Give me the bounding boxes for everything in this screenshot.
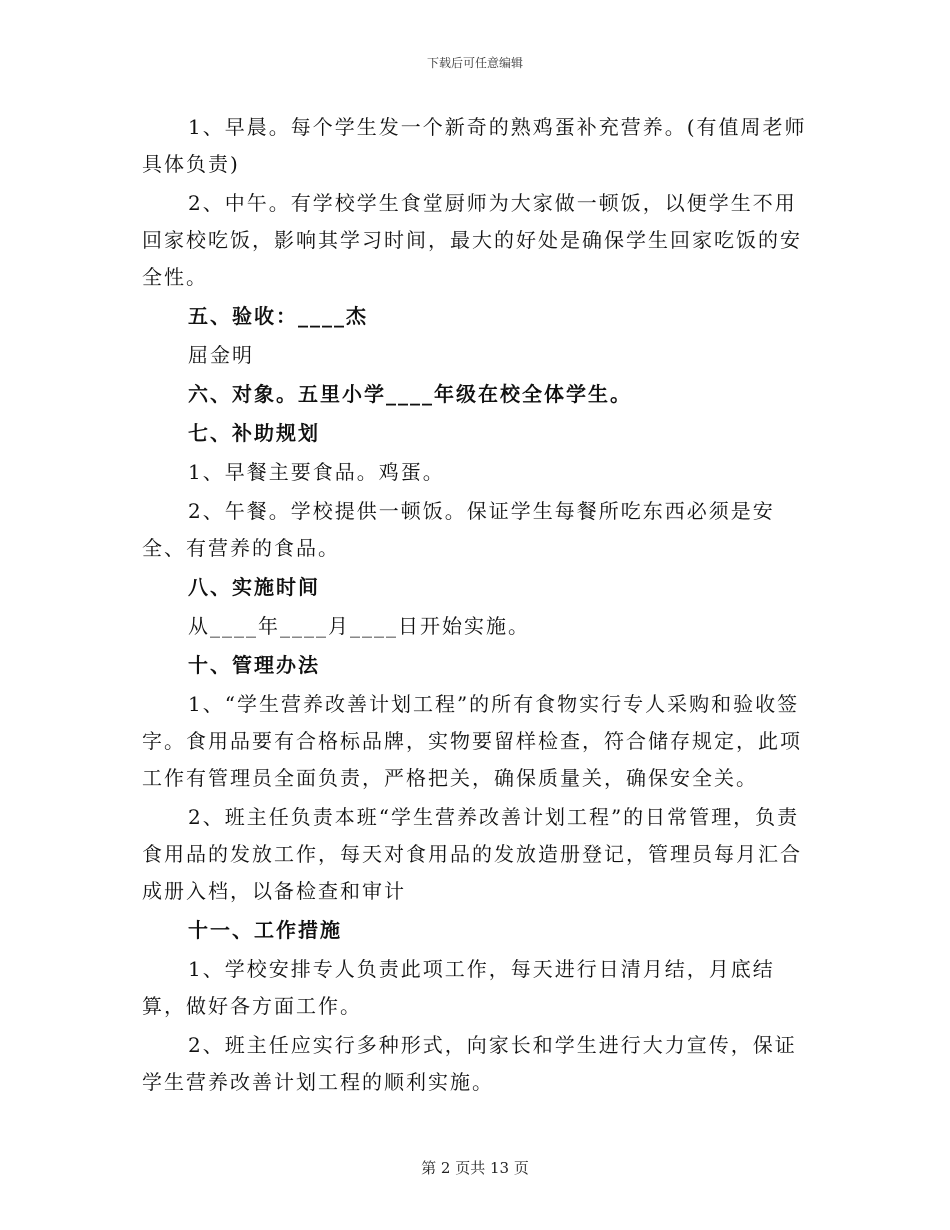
paragraph-staff: 1、学校安排专人负责此项工作，每天进行日清月结，月底结算，做好各方面工作。 [142, 957, 775, 1018]
heading-subsidy-plan: 七、补助规划 [188, 421, 320, 445]
heading-acceptance: 五、验收：____杰 [188, 304, 368, 328]
paragraph-name: 屈金明 [188, 343, 254, 367]
document-body [142, 109, 808, 1103]
paragraph-lunch: 2、中午。有学校学生食堂厨师为大家做一顿饭，以便学生不用回家校吃饭，影响其学习时间，最大的好处是确保学生回家吃饭的安全性。 [142, 191, 802, 289]
paragraph-start-date: 从____年____月____日开始实施。 [188, 614, 530, 638]
paragraph-lunch-food: 2、午餐。学校提供一顿饭。保证学生每餐所吃东西必须是安全、有营养的食品。 [142, 499, 775, 560]
paragraph-publicity: 2、班主任应实行多种形式，向家长和学生进行大力宣传，保证学生营养改善计划工程的顺利实施。 [142, 1033, 797, 1094]
heading-implementation-time: 八、实施时间 [188, 575, 320, 599]
paragraph-breakfast-food: 1、早餐主要食品。鸡蛋。 [188, 460, 445, 484]
paragraph-procurement: 1、“学生营养改善计划工程”的所有食物实行专人采购和验收签字。食用品要有合格标品牌，实物要留样检查，符合储存规定，此项工作有管理员全面负责，严格把关，确保质量关，确保安全关。 [142, 692, 802, 790]
paragraph-breakfast: 1、早晨。每个学生发一个新奇的熟鸡蛋补充营养。(有值周老师具体负责) [142, 115, 807, 176]
paragraph-class-management: 2、班主任负责本班“学生营养改善计划工程”的日常管理，负责食用品的发放工作，每天对食用品的发放造册登记，管理员每月汇合成册入档，以备检查和审计 [142, 805, 802, 903]
page-footer: 第 2 页共 13 页 [421, 1159, 529, 1177]
heading-target: 六、对象。五里小学____年级在校全体学生。 [188, 382, 632, 406]
heading-management: 十、管理办法 [188, 653, 320, 677]
page-header: 下载后可任意编辑 [426, 56, 523, 70]
heading-measures: 十一、工作措施 [188, 918, 342, 942]
